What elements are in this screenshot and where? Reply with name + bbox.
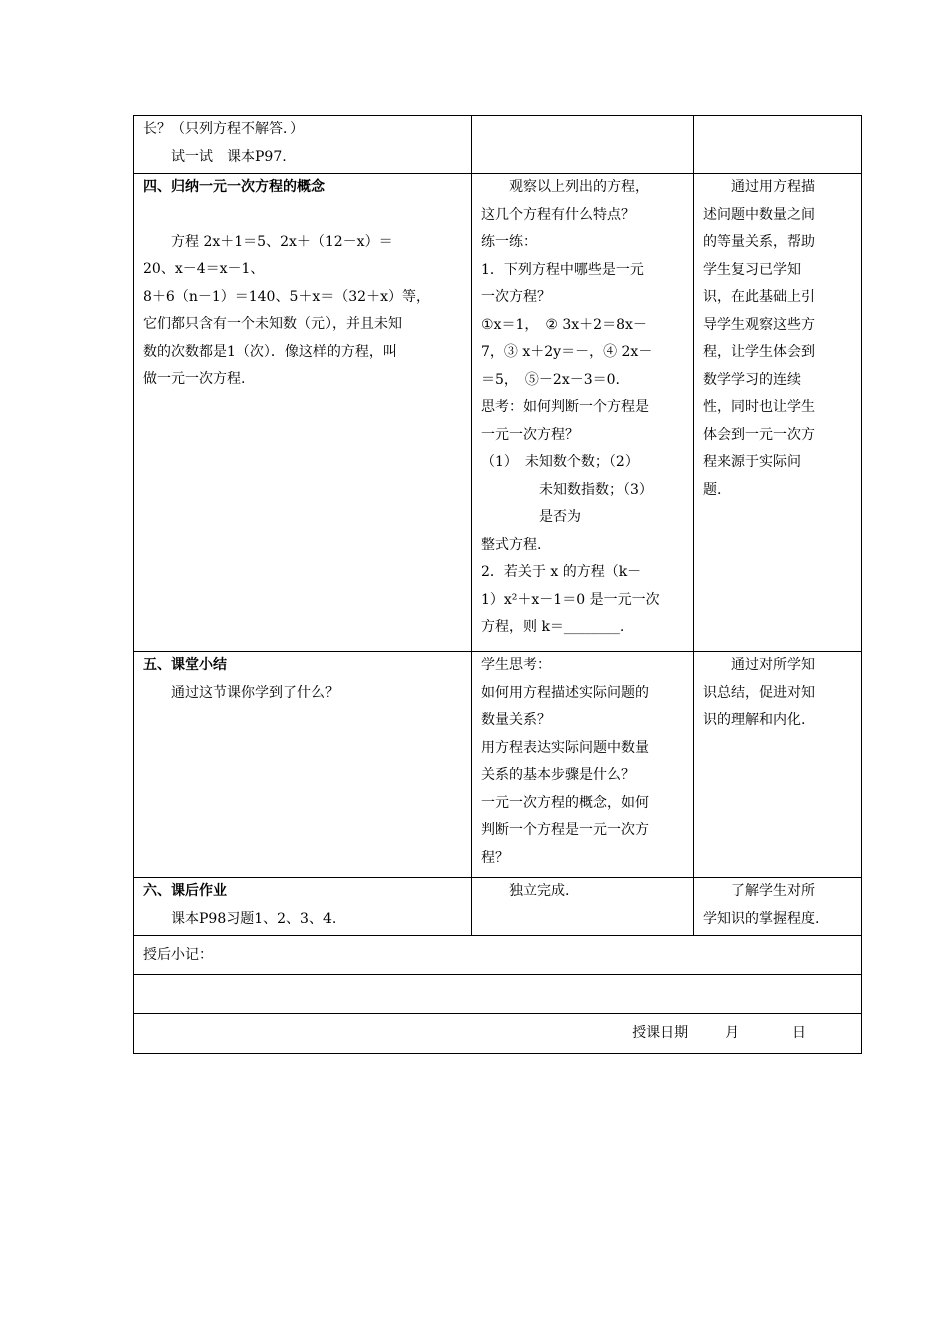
month-label: 月 xyxy=(725,1025,740,1041)
table-row-homework xyxy=(134,878,862,936)
activity-line: ＝5， ⑤－2x－3＝0. xyxy=(481,371,620,388)
homework-assignment: 课本P98习题1、2、3、4. xyxy=(171,910,337,927)
summary-activity-line: 判断一个方程是一元一次方 xyxy=(481,822,649,838)
day-label: 日 xyxy=(792,1025,806,1041)
activity-line: 一次方程？ xyxy=(481,289,551,305)
homework-intent-line: 了解学生对所 xyxy=(731,883,815,899)
cell-homework-content xyxy=(134,878,472,936)
cell-concept-activity xyxy=(472,174,694,652)
summary-activity-line: 如何用方程描述实际问题的 xyxy=(481,684,649,701)
cell-summary-intent xyxy=(694,652,862,878)
homework-activity: 独立完成. xyxy=(509,883,570,899)
section-title-concept: 四、归纳一元一次方程的概念 xyxy=(143,179,325,195)
intent-line: 体会到一元一次方 xyxy=(703,426,815,443)
cell-continued-activity xyxy=(472,116,694,174)
activity-line: 整式方程. xyxy=(481,536,542,553)
concept-line: 数的次数都是1（次）．像这样的方程，叫 xyxy=(143,343,397,360)
cell-date xyxy=(134,1014,862,1054)
cell-notes-label xyxy=(134,936,862,975)
intent-line: 述问题中数量之间 xyxy=(703,206,815,223)
activity-line: 1．下列方程中哪些是一元 xyxy=(481,261,644,278)
activity-line: 练一练： xyxy=(481,234,537,250)
table-row-date xyxy=(134,1014,862,1054)
cell-homework-activity xyxy=(472,878,694,936)
table-row-notes-label xyxy=(134,936,862,975)
intent-line: 导学生观察这些方 xyxy=(703,316,815,333)
section-title-homework: 六、课后作业 xyxy=(143,883,227,899)
summary-activity-line: 关系的基本步骤是什么？ xyxy=(481,767,635,783)
intent-line: 性，同时也让学生 xyxy=(703,399,815,415)
teaching-date-label: 授课日期 xyxy=(632,1025,689,1041)
activity-line: 7，③ x＋2y＝－，④ 2x－ xyxy=(481,344,653,360)
activity-line: 未知数指数；（3） xyxy=(539,481,653,498)
cell-continued-intent xyxy=(694,116,862,174)
summary-intent-line: 识的理解和内化. xyxy=(703,712,806,728)
activity-line: 是否为 xyxy=(539,509,581,525)
activity-line: 方程，则 k＝________. xyxy=(481,619,625,635)
cell-notes-blank xyxy=(134,975,862,1014)
summary-question: 通过这节课你学到了什么？ xyxy=(171,684,339,701)
lesson-plan-table xyxy=(133,115,862,1054)
table-row-notes-blank xyxy=(134,975,862,1014)
notes-label: 授后小记： xyxy=(143,947,213,963)
intent-line: 程来源于实际问 xyxy=(703,454,801,470)
summary-activity-line: 学生思考： xyxy=(481,657,551,673)
concept-line: 它们都只含有一个未知数（元），并且未知 xyxy=(143,316,402,332)
summary-activity-line: 用方程表达实际问题中数量 xyxy=(481,739,649,756)
summary-intent-line: 通过对所学知 xyxy=(731,657,815,673)
intent-line: 程，让学生体会到 xyxy=(703,344,815,360)
activity-line: 这几个方程有什么特点？ xyxy=(481,206,635,223)
cell-summary-activity xyxy=(472,652,694,878)
table-row-continued xyxy=(134,116,862,174)
activity-line: 观察以上列出的方程， xyxy=(509,179,649,195)
activity-line: 2．若关于 x 的方程（k－ xyxy=(481,564,642,580)
activity-line: 1）x²＋x－1＝0 是一元一次 xyxy=(481,591,660,608)
cell-continued-content xyxy=(134,116,472,174)
cell-summary-content xyxy=(134,652,472,878)
section-title-summary: 五、课堂小结 xyxy=(143,657,227,673)
concept-line: 20、x－4＝x－1、 xyxy=(143,261,265,277)
activity-line: ①x＝1， ② 3x＋2＝8x－ xyxy=(481,316,647,333)
spacer xyxy=(143,202,463,229)
concept-line: 做一元一次方程. xyxy=(143,371,246,387)
intent-line: 识，在此基础上引 xyxy=(703,289,815,305)
summary-activity-line: 程？ xyxy=(481,849,509,866)
summary-intent-line: 识总结，促进对知 xyxy=(703,684,815,701)
table-row-summary xyxy=(134,652,862,878)
summary-activity-line: 一元一次方程的概念，如何 xyxy=(481,794,649,811)
activity-line: 思考：如何判断一个方程是 xyxy=(481,399,649,415)
summary-activity-line: 数量关系？ xyxy=(481,712,551,728)
concept-line: 方程 2x＋1＝5、2x＋（12－x）＝ xyxy=(171,233,393,250)
intent-line: 题. xyxy=(703,481,722,498)
cell-homework-intent xyxy=(694,878,862,936)
intent-line: 学生复习已学知 xyxy=(703,261,801,278)
concept-line: 8＋6（n－1）＝140、5＋x＝（32＋x）等， xyxy=(143,288,430,305)
try-textbook-line: 试一试 课本P97. xyxy=(171,148,287,165)
continued-question-tail: 长？（只列方程不解答．） xyxy=(143,121,304,137)
intent-line: 通过用方程描 xyxy=(731,179,815,195)
intent-line: 数学学习的连续 xyxy=(703,371,801,388)
cell-concept-content xyxy=(134,174,472,652)
activity-line: （1） 未知数个数；（2） xyxy=(481,454,639,470)
table-row-concept xyxy=(134,174,862,652)
intent-line: 的等量关系，帮助 xyxy=(703,234,815,250)
homework-intent-line: 学知识的掌握程度. xyxy=(703,910,820,927)
activity-line: 一元一次方程？ xyxy=(481,426,579,443)
cell-concept-intent xyxy=(694,174,862,652)
